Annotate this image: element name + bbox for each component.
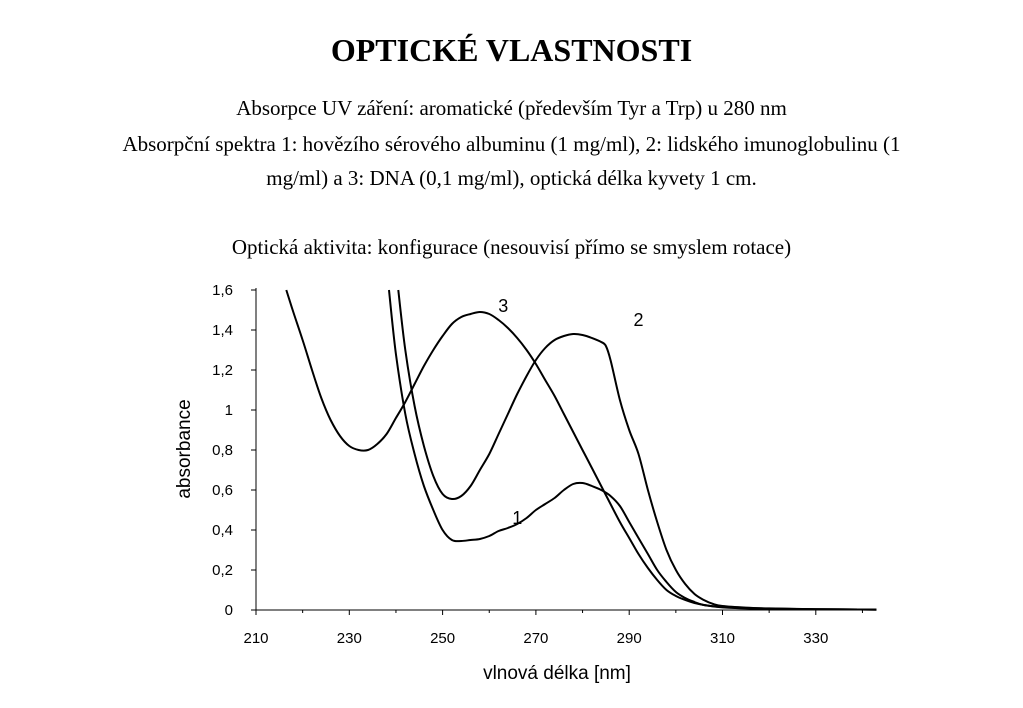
spectra-caption-line1: Absorpční spektra 1: hovězího sérového albuminu (1 mg/ml), 2: lidského imunoglobulinu (1 xyxy=(122,132,901,156)
series-label-3: 3 xyxy=(498,296,509,316)
x-tick-label: 270 xyxy=(523,630,549,647)
x-axis-label: vlnová délka [nm] xyxy=(483,663,631,684)
chart-series xyxy=(286,290,876,610)
y-tick-label: 0 xyxy=(224,602,233,619)
series-line-3 xyxy=(286,290,876,610)
x-tick-label: 210 xyxy=(243,630,269,647)
series-label-2: 2 xyxy=(633,310,644,330)
y-axis-label: absorbance xyxy=(174,399,195,499)
y-tick-label: 0,2 xyxy=(212,562,233,579)
y-tick-label: 1 xyxy=(224,402,233,419)
x-tick-label: 230 xyxy=(336,630,362,647)
series-line-1 xyxy=(389,290,876,610)
x-tick-label: 330 xyxy=(803,630,829,647)
chart-series-labels xyxy=(498,296,643,528)
y-tick-label: 1,6 xyxy=(212,282,233,299)
optical-activity-text: Optická aktivita: konfigurace (nesouvisí přímo se smyslem rotace) xyxy=(231,235,792,259)
x-tick-label: 310 xyxy=(709,630,736,647)
y-tick-label: 0,8 xyxy=(212,442,233,459)
x-tick-label: 250 xyxy=(430,630,456,647)
spectra-caption-line2: mg/ml) a 3: DNA (0,1 mg/ml), optická délka kyvety 1 cm. xyxy=(266,166,757,190)
x-tick-label: 290 xyxy=(616,630,642,647)
y-tick-label: 1,2 xyxy=(212,362,233,379)
chart-ticks xyxy=(212,282,862,647)
series-label-1: 1 xyxy=(512,508,523,528)
y-tick-label: 0,4 xyxy=(212,522,233,539)
page-title: OPTICKÉ VLASTNOSTI xyxy=(330,32,693,68)
absorption-spectra-chart xyxy=(0,270,1023,700)
y-tick-label: 1,4 xyxy=(212,322,233,339)
y-tick-label: 0,6 xyxy=(212,482,233,499)
uv-absorption-text: Absorpce UV záření: aromatické (především Tyr a Trp) u 280 nm xyxy=(236,96,787,120)
series-line-2 xyxy=(398,290,876,610)
